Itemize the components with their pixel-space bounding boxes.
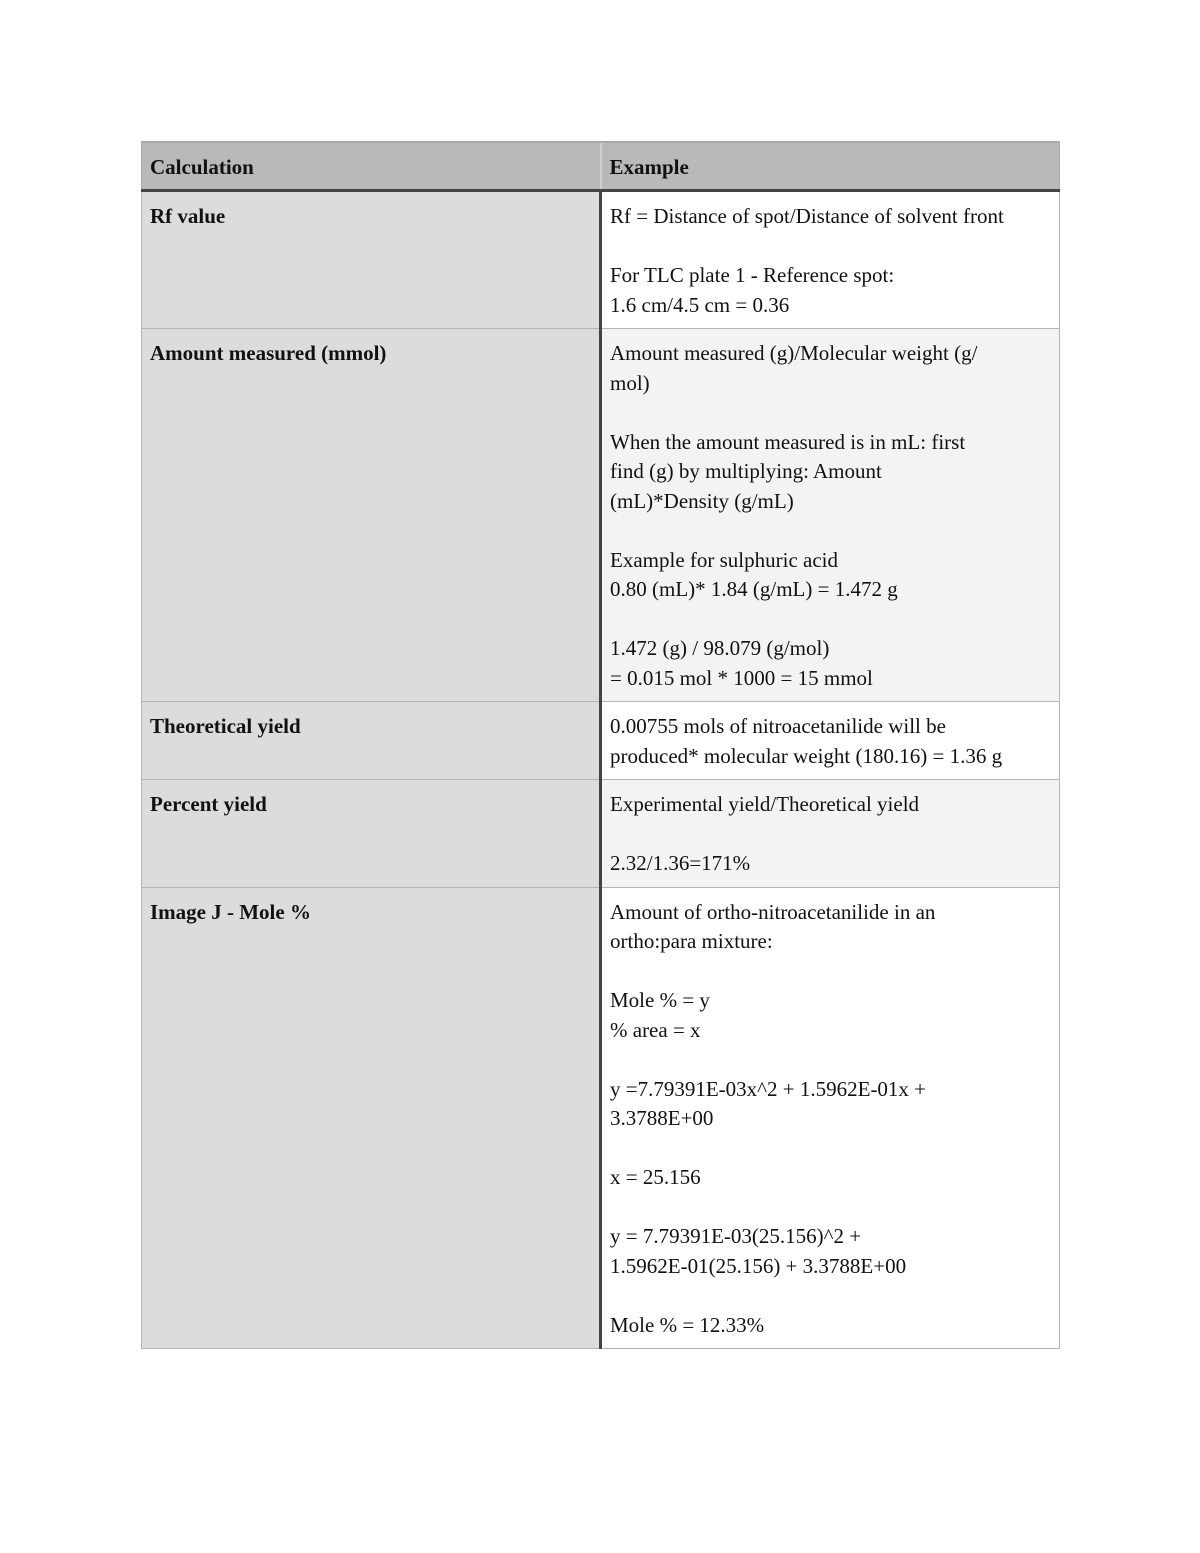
header-calculation: Calculation [142,142,601,191]
example-paragraph: Example for sulphuric acid 0.80 (mL)* 1.84 (g/mL) = 1.472 g [610,547,898,601]
example-paragraph: x = 25.156 [610,1165,701,1189]
calculation-label: Theoretical yield [142,702,601,780]
example-paragraph: y =7.79391E-03x^2 + 1.5962E-01x + 3.3788E+00 [610,1076,927,1130]
example-paragraph: 1.472 (g) / 98.079 (g/mol) = 0.015 mol * 1000 = 15 mmol [610,636,873,690]
example-cell [601,702,1060,780]
example-paragraph: y = 7.79391E-03(25.156)^2 + 1.5962E-01(25.156) + 3.3788E+00 [610,1224,907,1278]
header-example: Example [601,142,1060,191]
calculation-label: Amount measured (mmol) [142,329,601,702]
table-row [142,887,1060,1349]
table-row [142,329,1060,702]
table-row [142,191,1060,329]
example-paragraph: Mole % = 12.33% [610,1312,765,1337]
table-header-row [142,142,1060,191]
table-body [142,191,1060,1349]
table-row [142,702,1060,780]
example-cell [601,329,1060,702]
example-paragraph: For TLC plate 1 - Reference spot: 1.6 cm/4.5 cm = 0.36 [610,263,895,317]
example-paragraph: Experimental yield/Theoretical yield [610,792,920,816]
example-cell [601,191,1060,329]
example-paragraph: 0.00755 mols of nitroacetanilide will be produced* molecular weight (180.16) = 1.36 g [610,714,1003,768]
calculation-label: Percent yield [142,780,601,888]
example-paragraph: Mole % = y % area = x [610,988,710,1042]
example-paragraph: Amount of ortho-nitroacetanilide in an ortho:para mixture: [610,899,936,953]
example-paragraph: 2.32/1.36=171% [610,851,751,875]
example-paragraph: When the amount measured is in mL: first find (g) by multiplying: Amount (mL)*Density (g/mL) [610,429,966,513]
example-paragraph: Rf = Distance of spot/Distance of solvent front [610,204,1004,228]
calculation-label: Rf value [142,191,601,329]
example-cell [601,887,1060,1349]
example-cell [601,780,1060,888]
calculation-label: Image J - Mole % [142,887,601,1349]
calculation-table [141,141,1060,1349]
example-paragraph: Amount measured (g)/Molecular weight (g/ mol) [610,341,978,395]
table-row [142,780,1060,888]
